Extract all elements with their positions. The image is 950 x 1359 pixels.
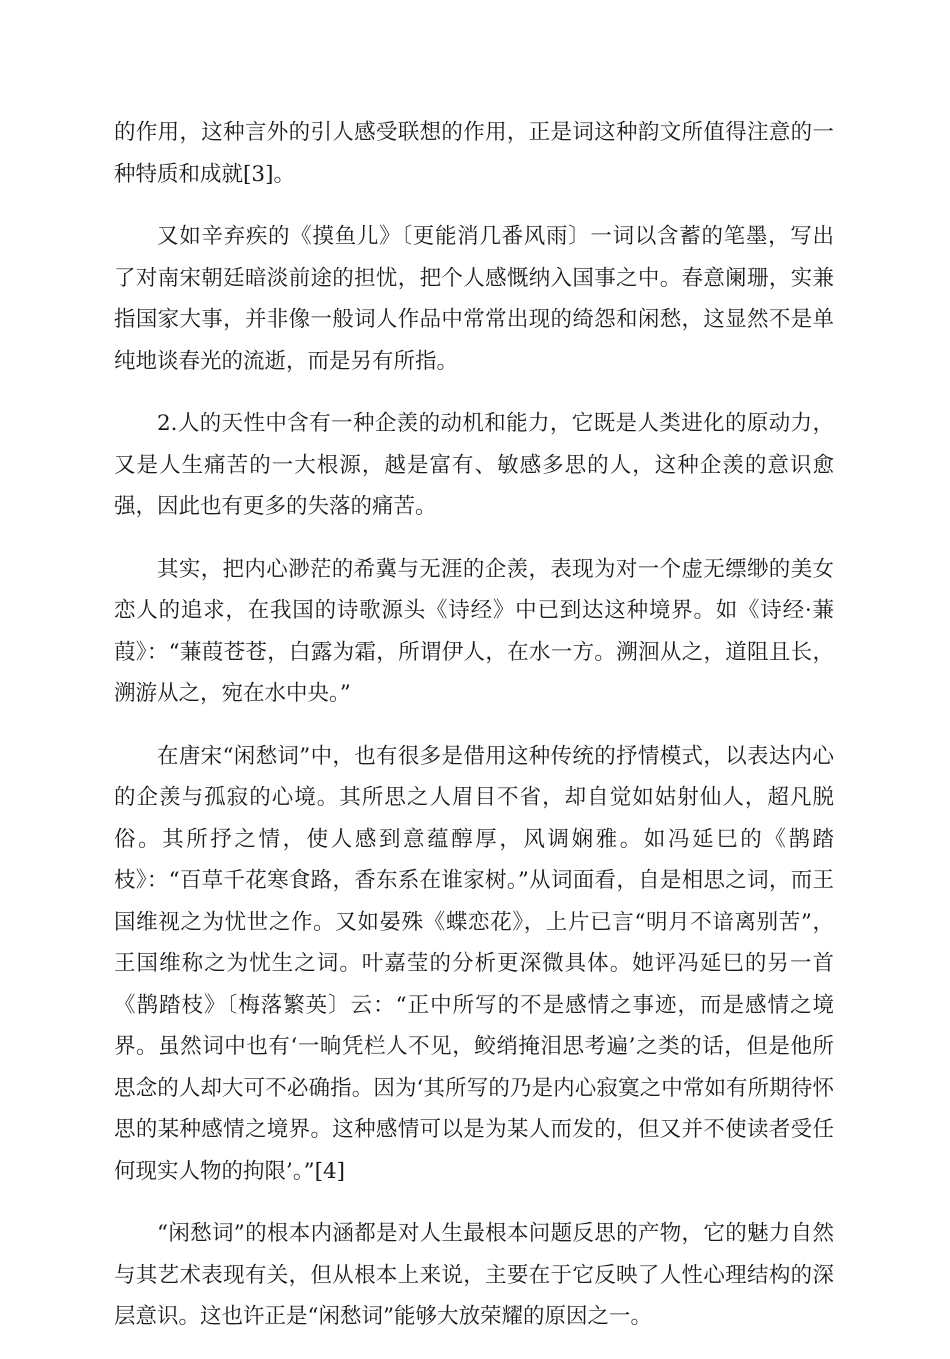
paragraph-conclusion: “闲愁词”的根本内涵都是对人生最根本问题反思的产物，它的魅力自然与其艺术表现有关，但从根本上来说，主要在于它反映了人性心理结构的深层意识。这也许正是“闲愁词”能够大放荣耀的原因之一。 xyxy=(114,1221,834,1329)
paragraph-shijing: 其实，把内心渺茫的希冀与无涯的企羡，表现为对一个虚无缥缈的美女恋人的追求，在我国的诗歌源头《诗经》中已到达这种境界。如《诗经·蒹葭》：“蒹葭苍苍，白露为霜，所谓伊人，在水一方。溯洄从之，道阻且长，溯游从之，宛在水中央。” xyxy=(114,556,834,706)
paragraph-tang-song: 在唐宋“闲愁词”中，也有很多是借用这种传统的抒情模式，以表达内心的企羡与孤寂的心境。其所思之人眉目不省，却自觉如姑射仙人，超凡脱俗。其所抒之情，使人感到意蕴醇厚，风调娴雅。如冯延巳的《鹊踏枝》：“百草千花寒食路，香东系在谁家树。”从词面看，自是相思之词，而王国维视之为忧世之作。又如晏殊《蝶恋花》，上片已言“明月不谙离别苦”，王国维称之为忧生之词。叶嘉莹的分析更深微具体。她评冯延巳的另一首《鹊踏枝》〔梅落繁英〕云：“正中所写的不是感情之事迹，而是感情之境界。虽然词中也有‘一晌凭栏人不见，鲛绡掩泪思考遍’之类的话，但是他所思念的人却大可不必确指。因为‘其所写的乃是内心寂寞之中常如有所期待怀思的某种感情之境界。这种感情可以是为某人而发的，但又并不使读者受任何现实人物的拘限’。”[4] xyxy=(114,743,834,1184)
paragraph-point-2: 2.人的天性中含有一种企羡的动机和能力，它既是人类进化的原动力，又是人生痛苦的一大根源，越是富有、敏感多思的人，这种企羡的意识愈强，因此也有更多的失落的痛苦。 xyxy=(114,411,834,519)
paragraph-continuation: 的作用，这种言外的引人感受联想的作用，正是词这种韵文所值得注意的一种特质和成就[3]。 xyxy=(114,120,834,187)
document-body xyxy=(114,112,834,1359)
paragraph-xin-qiji: 又如辛弃疾的《摸鱼儿》〔更能消几番风雨〕一词以含蓄的笔墨，写出了对南宋朝廷暗淡前途的担忧，把个人感慨纳入国事之中。春意阑珊，实兼指国家大事，并非像一般词人作品中常常出现的绮怨和闲愁，这显然不是单纯地谈春光的流逝，而是另有所指。 xyxy=(114,224,834,374)
